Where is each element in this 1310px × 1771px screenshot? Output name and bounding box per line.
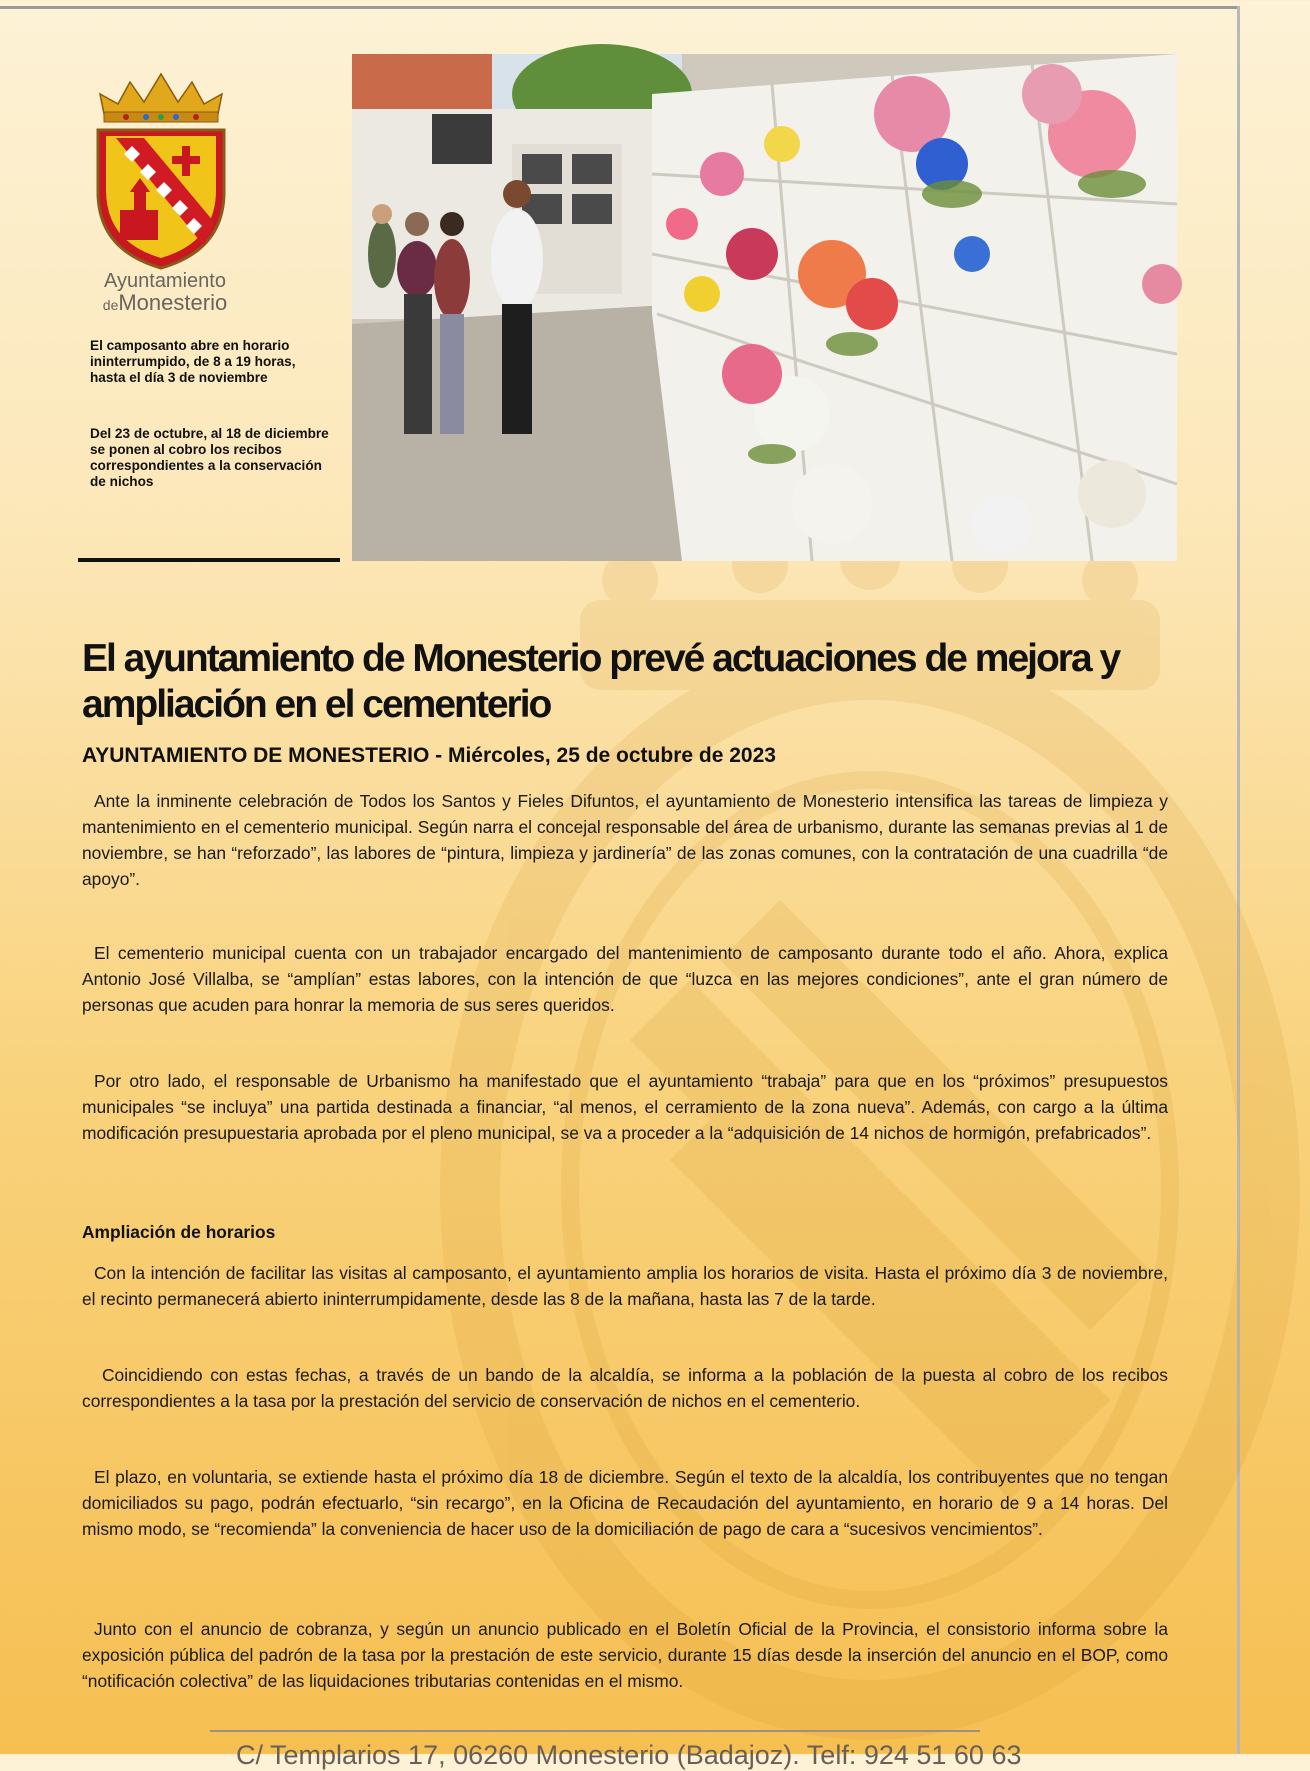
organization-name bbox=[80, 270, 250, 316]
article-headline: El ayuntamiento de Monesterio prevé actuaciones de mejora y ampliación en el cementerio bbox=[82, 637, 1120, 726]
paragraph: Con la intención de facilitar las visitas al camposanto, el ayuntamiento amplia los horarios de visita. Hasta el próximo día 3 de noviembre, el recinto permanecerá abierto ininterrumpidamente, desde las 8 de la mañana, hasta las 7 de la tarde. bbox=[82, 1263, 1168, 1309]
cemetery-photo bbox=[352, 54, 1177, 561]
top-border bbox=[0, 6, 1240, 9]
paragraph: El plazo, en voluntaria, se extiende hasta el próximo día 18 de diciembre. Según el texto de la alcaldía, los contribuyentes que no tengan domiciliados su pago, podrán efectuarlo, “sin recargo”, en la Oficina de Recaudación del ayuntamiento, en horario de 9 a 14 horas. Del mismo modo, se “recomienda” la conveniencia de hacer uso de la domiciliación de pago de cara a “sucesivos vencimientos”. bbox=[82, 1467, 1168, 1539]
org-name-prefix: de bbox=[102, 297, 119, 313]
crown-icon bbox=[100, 74, 222, 122]
paragraph: Ante la inminente celebración de Todos los Santos y Fieles Difuntos, el ayuntamiento de Monesterio intensifica las tareas de limpieza y mantenimiento en el cementerio municipal. Según narra el concejal responsable del área de urbanismo, durante las semanas previas al 1 de noviembre, se han “reforzado”, las labores de “pintura, limpieza y jardinería” de las zonas comunes, con la contratación de una cuadrilla “de apoyo”. bbox=[82, 791, 1168, 889]
paragraph: El cementerio municipal cuenta con un trabajador encargado del mantenimiento de camposanto durante todo el año. Ahora, explica Antonio José Villalba, se “amplían” estas labores, con la intención de que “luzca en las mejores condiciones”, ante el gran número de personas que acuden para honrar la memoria de sus seres queridos. bbox=[82, 943, 1168, 1015]
article-byline: AYUNTAMIENTO DE MONESTERIO - Miércoles, 25 de octubre de 2023 bbox=[82, 744, 776, 767]
side-divider bbox=[78, 558, 340, 562]
right-border bbox=[1237, 6, 1240, 1754]
paragraph: Coincidiendo con estas fechas, a través de un bando de la alcaldía, se informa a la población de la puesta al cobro de los recibos correspondientes a la tasa por la prestación del servicio de conservación de nichos en el cementerio. bbox=[82, 1365, 1168, 1411]
side-note-collection: Del 23 de octubre, al 18 de diciembre se ponen al cobro los recibos correspondientes a la conservación de nichos bbox=[90, 426, 329, 489]
paragraph: Por otro lado, el responsable de Urbanismo ha manifestado que el ayuntamiento “trabaja” para que en los “próximos” presupuestos municipales “se incluya” una partida destinada a financiar, “al menos, el cerramiento de la zona nueva”. Además, con cargo a la última modificación presupuestaria aprobada por el pleno municipal, se va a proceder a la “adquisición de 14 nichos de hormigón, prefabricados”. bbox=[82, 1071, 1168, 1143]
footer-divider bbox=[210, 1730, 980, 1732]
paragraph: Junto con el anuncio de cobranza, y según un anuncio publicado en el Boletín Oficial de la Provincia, el consistorio informa sobre la exposición pública del padrón de la tasa por la prestación de este servicio, durante 15 días desde la inserción del anuncio en el BOP, como “notificación colectiva” de las liquidaciones tributarias contenidas en el mismo. bbox=[82, 1619, 1168, 1691]
footer-address: C/ Templarios 17, 06260 Monesterio (Badajoz). Telf: 924 51 60 63 bbox=[236, 1740, 1022, 1770]
org-name-line1: Ayuntamiento bbox=[104, 270, 226, 292]
side-note-hours: El camposanto abre en horario ininterrumpido, de 8 a 19 horas, hasta el día 3 de noviembre bbox=[90, 338, 296, 385]
section-subheading: Ampliación de horarios bbox=[82, 1222, 276, 1242]
org-name-line2: Monesterio bbox=[118, 290, 228, 315]
